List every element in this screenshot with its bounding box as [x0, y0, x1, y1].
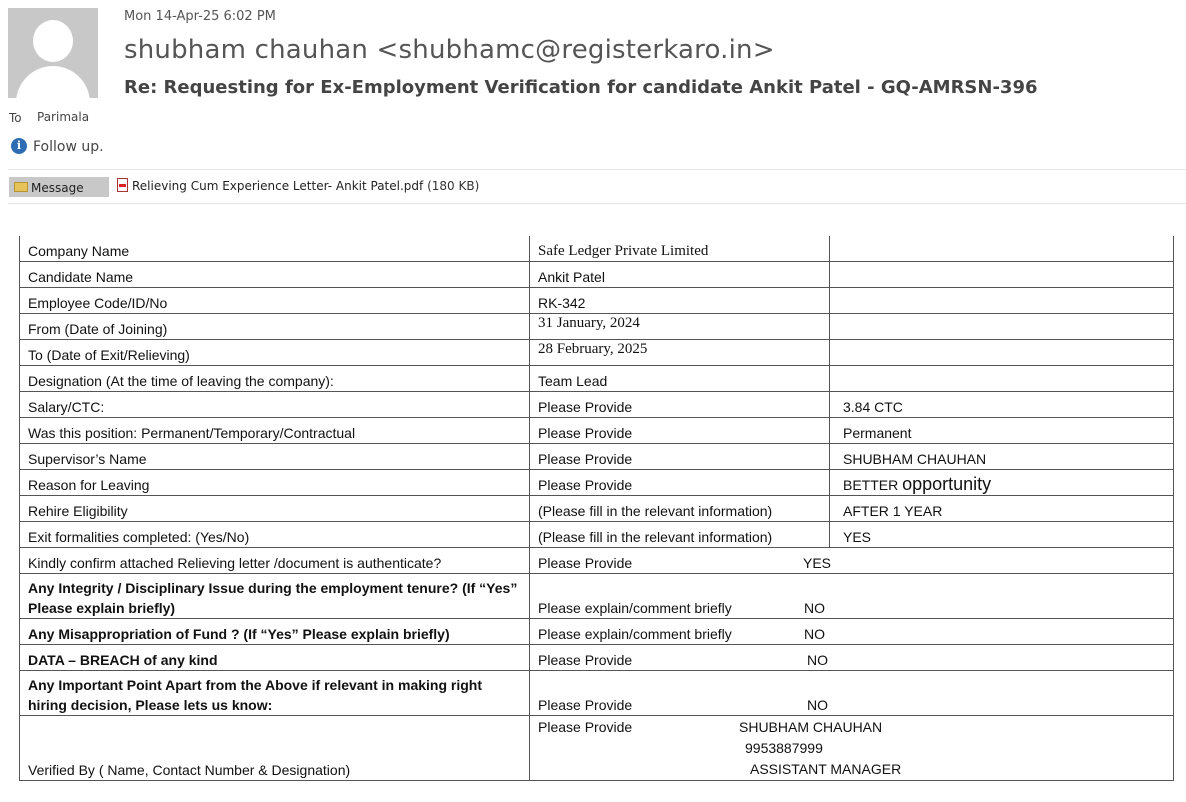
table-row [20, 288, 1174, 314]
verifier-name: SHUBHAM CHAUHAN [739, 719, 883, 735]
table-row [20, 470, 1174, 496]
row-label: Reason for Leaving [20, 470, 530, 496]
table-row [20, 366, 1174, 392]
to-label: To [9, 111, 22, 125]
row-extra: 3.84 CTC [830, 392, 1174, 418]
table-row [20, 716, 1174, 781]
table-row [20, 522, 1174, 548]
verified-line-1 [538, 717, 1165, 738]
row-value: (Please fill in the relevant information) [530, 496, 830, 522]
row-label: Designation (At the time of leaving the company): [20, 366, 530, 392]
table-row [20, 418, 1174, 444]
table-row [20, 496, 1174, 522]
row-extra [830, 470, 1174, 496]
row-answer: YES [803, 555, 832, 571]
reason-word-2: opportunity [902, 474, 992, 494]
table-row [20, 574, 1174, 619]
row-label: Candidate Name [20, 262, 530, 288]
row-answer: NO [807, 697, 828, 713]
row-value-text: Please explain/comment briefly [538, 600, 732, 616]
verifier-phone: 9953887999 [745, 740, 823, 756]
verification-form-table [19, 236, 1174, 781]
table-row [20, 340, 1174, 366]
attachment-size: (180 KB) [427, 179, 480, 193]
avatar-body-shape [16, 66, 90, 98]
pdf-file-icon [117, 178, 128, 192]
attachment-item[interactable] [117, 178, 479, 193]
row-label: Supervisor’s Name [20, 444, 530, 470]
table-row [20, 392, 1174, 418]
follow-up-flag-text: Follow up. [33, 139, 104, 155]
row-value-text: Please Provide [538, 719, 633, 735]
table-row [20, 262, 1174, 288]
row-extra [830, 340, 1174, 366]
row-extra: AFTER 1 YEAR [830, 496, 1174, 522]
message-tab-label: Message [31, 181, 84, 195]
row-label: DATA – BREACH of any kind [20, 645, 530, 671]
sender-avatar [8, 8, 98, 98]
row-value: Please Provide [530, 418, 830, 444]
row-value: RK-342 [530, 288, 830, 314]
envelope-icon [14, 182, 28, 192]
row-answer: NO [807, 652, 828, 668]
row-extra: YES [830, 522, 1174, 548]
row-extra [830, 262, 1174, 288]
row-label: Any Integrity / Disciplinary Issue during the employment tenure? (If “Yes” Please explain briefly) [20, 574, 530, 619]
table-row [20, 671, 1174, 716]
row-value-text: Please Provide [538, 652, 633, 668]
row-label: From (Date of Joining) [20, 314, 530, 340]
row-answer: NO [804, 626, 825, 642]
attachment-name: Relieving Cum Experience Letter- Ankit Patel.pdf [132, 179, 424, 193]
row-extra [830, 366, 1174, 392]
row-value [530, 671, 1174, 716]
row-value [530, 716, 1174, 781]
row-value: Safe Ledger Private Limited [530, 236, 830, 262]
table-row [20, 236, 1174, 262]
row-extra [830, 314, 1174, 340]
message-tab[interactable] [9, 177, 109, 197]
row-value: Please Provide [530, 470, 830, 496]
row-value-text: Please Provide [538, 555, 633, 571]
avatar-head-shape [33, 20, 73, 62]
row-extra [830, 288, 1174, 314]
row-value: Ankit Patel [530, 262, 830, 288]
table-row [20, 314, 1174, 340]
row-value: 28 February, 2025 [530, 340, 830, 366]
row-label: Exit formalities completed: (Yes/No) [20, 522, 530, 548]
row-label: Was this position: Permanent/Temporary/Contractual [20, 418, 530, 444]
row-value [530, 548, 1174, 574]
email-sender[interactable]: shubham chauhan <shubhamc@registerkaro.in> [124, 35, 775, 65]
email-date: Mon 14-Apr-25 6:02 PM [124, 9, 276, 24]
row-label: To (Date of Exit/Relieving) [20, 340, 530, 366]
row-value: 31 January, 2024 [530, 314, 830, 340]
row-value-text: Please explain/comment briefly [538, 626, 732, 642]
row-value-text: Please Provide [538, 697, 633, 713]
attachments-separator [8, 203, 1186, 204]
header-separator [8, 169, 1186, 170]
row-value [530, 619, 1174, 645]
row-label: Employee Code/ID/No [20, 288, 530, 314]
to-recipient[interactable]: Parimala [37, 110, 90, 124]
email-subject: Re: Requesting for Ex-Employment Verification for candidate Ankit Patel - GQ-AMRSN-396 [124, 77, 1038, 98]
row-label: Rehire Eligibility [20, 496, 530, 522]
row-value [530, 574, 1174, 619]
row-label: Any Important Point Apart from the Above if relevant in making right hiring decision, Please lets us know: [20, 671, 530, 716]
row-value: Team Lead [530, 366, 830, 392]
row-extra: Permanent [830, 418, 1174, 444]
row-label: Company Name [20, 236, 530, 262]
table-row [20, 548, 1174, 574]
row-label: Any Misappropriation of Fund ? (If “Yes” Please explain briefly) [20, 619, 530, 645]
row-value: (Please fill in the relevant information) [530, 522, 830, 548]
row-value: Please Provide [530, 392, 830, 418]
row-answer: NO [804, 600, 825, 616]
table-row [20, 444, 1174, 470]
table-row [20, 645, 1174, 671]
row-label: Salary/CTC: [20, 392, 530, 418]
info-icon: i [11, 138, 27, 154]
verifier-designation: ASSISTANT MANAGER [750, 761, 902, 777]
row-extra [830, 236, 1174, 262]
row-label: Verified By ( Name, Contact Number & Designation) [20, 716, 530, 781]
row-value [530, 645, 1174, 671]
reason-word-1: BETTER [843, 477, 899, 493]
row-value: Please Provide [530, 444, 830, 470]
table-row [20, 619, 1174, 645]
row-extra: SHUBHAM CHAUHAN [830, 444, 1174, 470]
row-label: Kindly confirm attached Relieving letter /document is authenticate? [20, 548, 530, 574]
